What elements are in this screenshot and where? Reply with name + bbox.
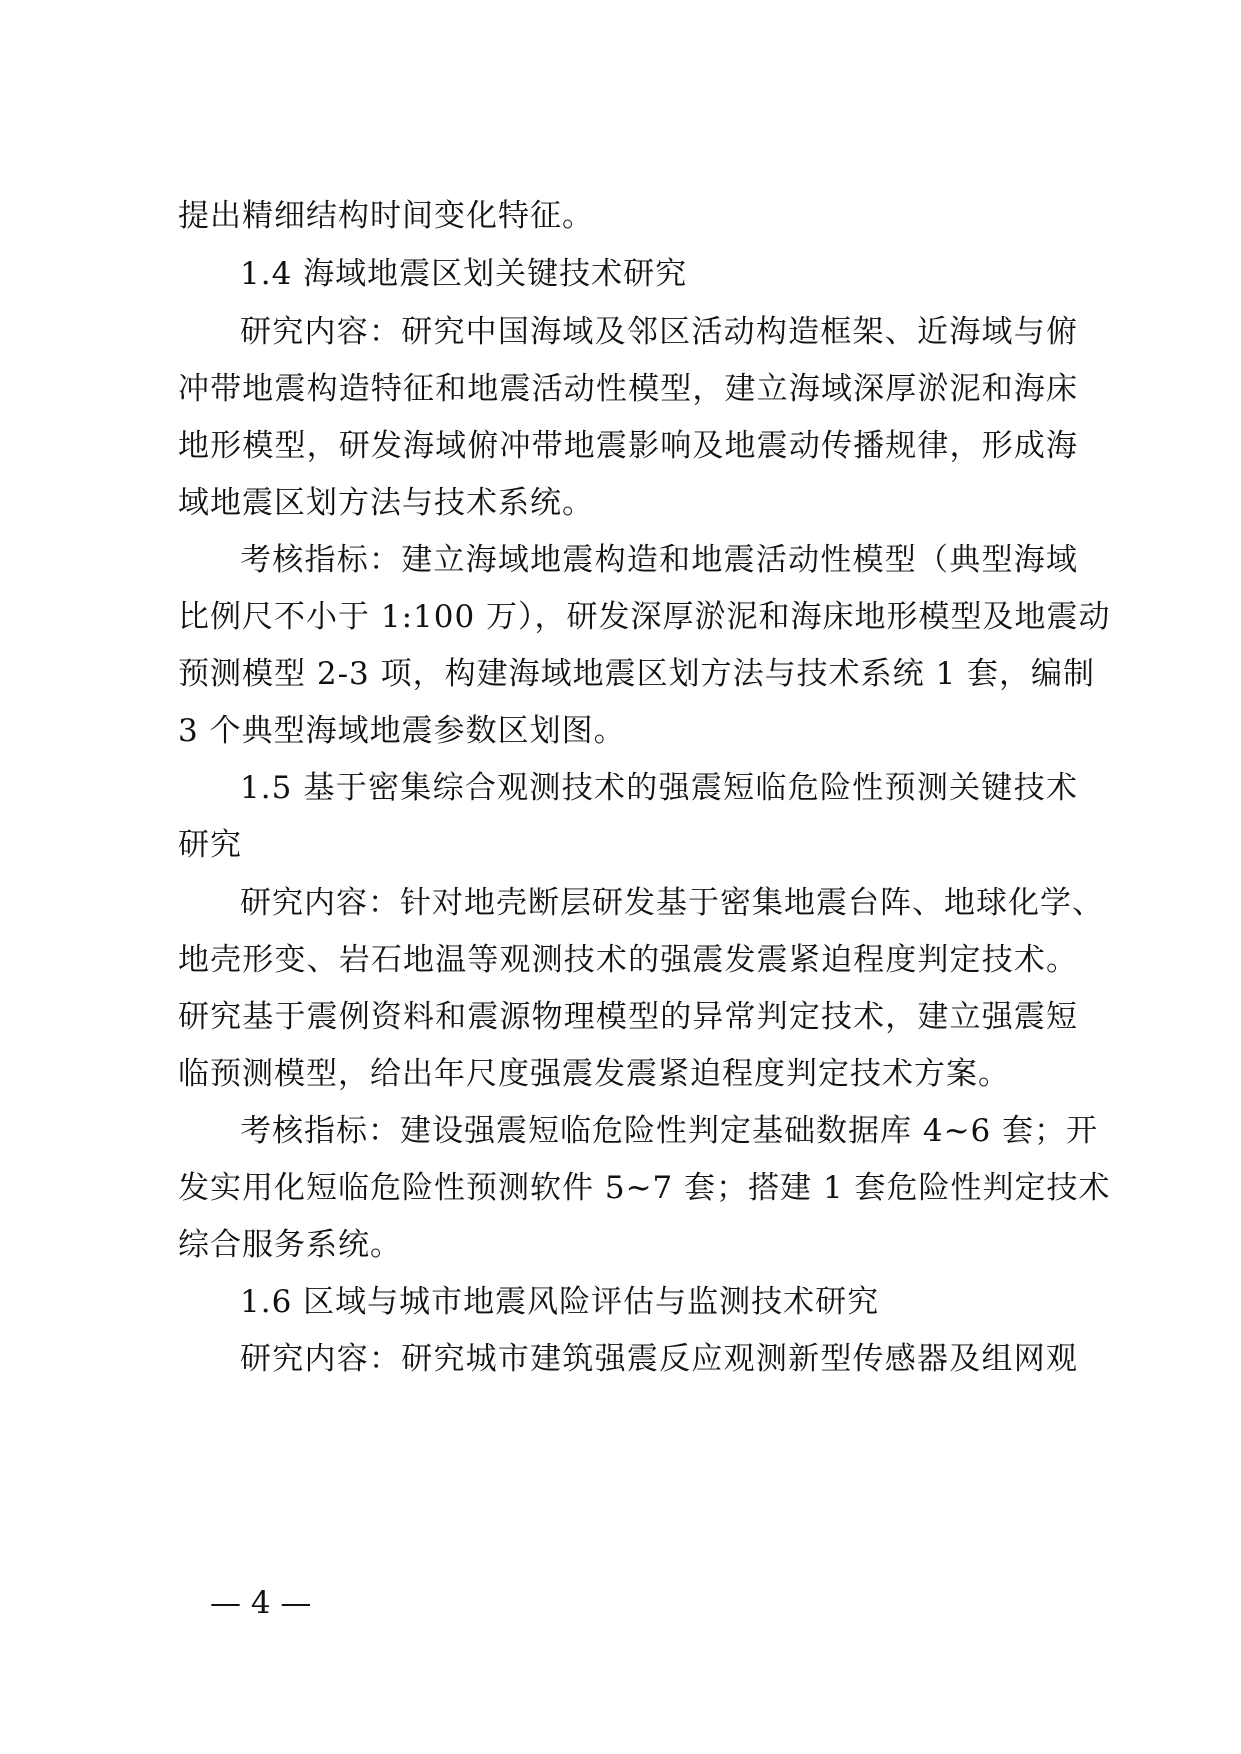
paragraph-line: 域地震区划方法与技术系统。	[178, 485, 594, 521]
section-heading-1-4: 1.4 海域地震区划关键技术研究	[240, 256, 688, 292]
paragraph-line: 提出精细结构时间变化特征。	[178, 198, 594, 234]
paragraph-line: 研究内容：研究城市建筑强震反应观测新型传感器及组网观	[240, 1341, 1078, 1377]
section-heading-1-6: 1.6 区域与城市地震风险评估与监测技术研究	[240, 1284, 880, 1320]
section-heading-1-5-continued: 研究	[178, 827, 242, 863]
paragraph-line: 冲带地震构造特征和地震活动性模型，建立海域深厚淤泥和海床	[178, 371, 1078, 407]
paragraph-line: 发实用化短临危险性预测软件 5~7 套；搭建 1 套危险性判定技术	[178, 1170, 1111, 1206]
paragraph-line: 比例尺不小于 1:100 万），研发深厚淤泥和海床地形模型及地震动	[178, 599, 1111, 635]
paragraph-line: 地形模型，研发海域俯冲带地震影响及地震动传播规律，形成海	[178, 428, 1078, 464]
paragraph-line: 研究内容：针对地壳断层研发基于密集地震台阵、地球化学、	[240, 885, 1104, 921]
paragraph-line: 综合服务系统。	[178, 1227, 402, 1263]
paragraph-line: 研究内容：研究中国海域及邻区活动构造框架、近海域与俯	[240, 314, 1078, 350]
section-heading-1-5: 1.5 基于密集综合观测技术的强震短临危险性预测关键技术	[240, 770, 1078, 806]
paragraph-line: 考核指标：建立海域地震构造和地震活动性模型（典型海域	[240, 542, 1078, 578]
paragraph-line: 3 个典型海域地震参数区划图。	[178, 713, 626, 749]
paragraph-line: 研究基于震例资料和震源物理模型的异常判定技术，建立强震短	[178, 999, 1078, 1035]
page-number: — 4 —	[210, 1585, 312, 1621]
paragraph-line: 地壳形变、岩石地温等观测技术的强震发震紧迫程度判定技术。	[178, 942, 1078, 978]
paragraph-line: 考核指标：建设强震短临危险性判定基础数据库 4~6 套；开	[240, 1113, 1099, 1149]
paragraph-line: 临预测模型，给出年尺度强震发震紧迫程度判定技术方案。	[178, 1056, 1010, 1092]
paragraph-line: 预测模型 2-3 项，构建海域地震区划方法与技术系统 1 套，编制	[178, 656, 1096, 692]
